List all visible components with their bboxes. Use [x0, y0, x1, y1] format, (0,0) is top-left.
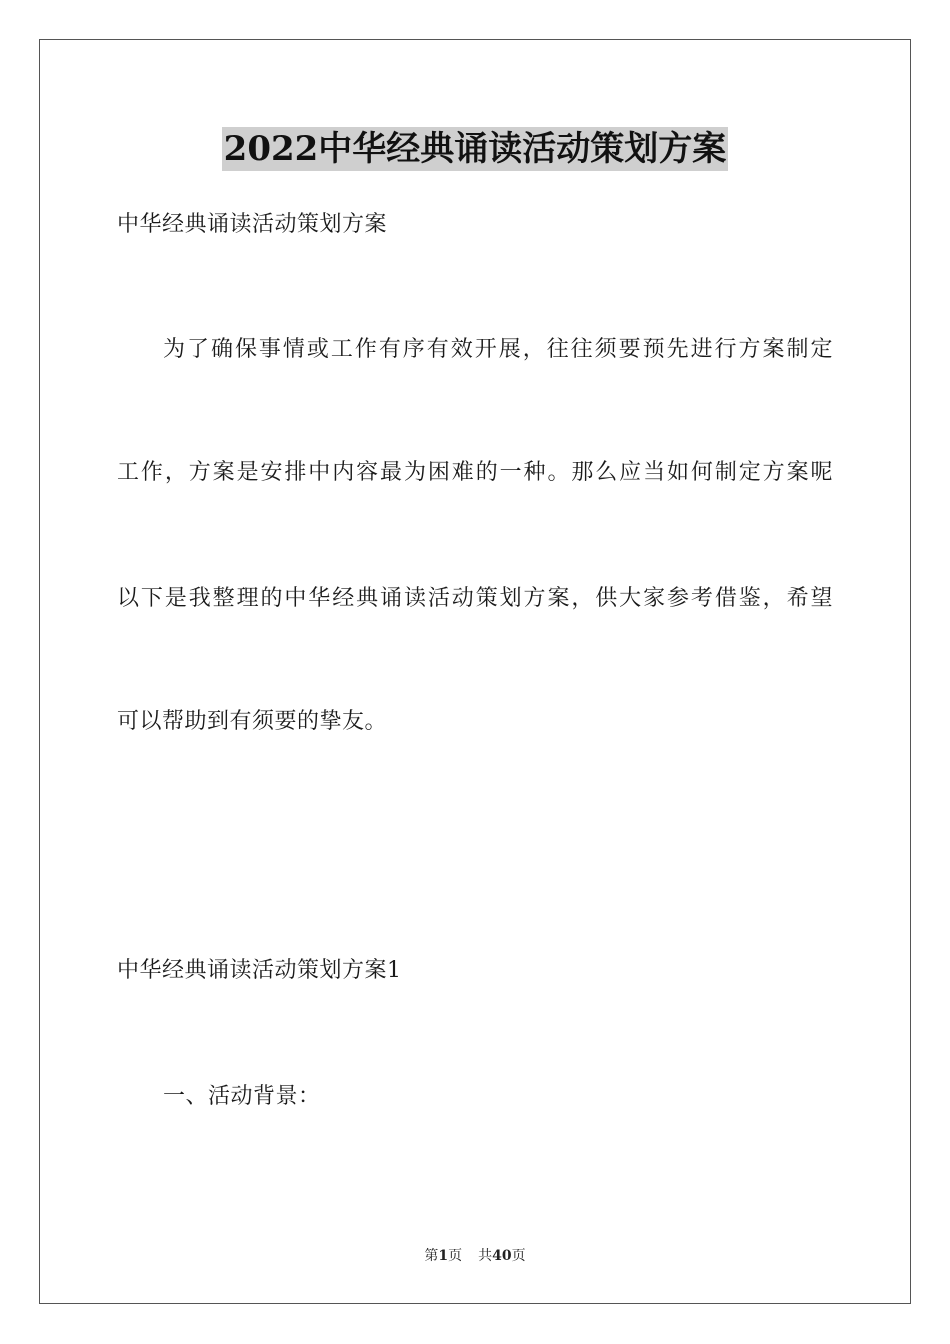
document-subtitle: 中华经典诵读活动策划方案 — [117, 212, 388, 237]
footer-page-prefix: 第 — [424, 1248, 439, 1264]
paragraph-line-2: 工作，方案是安排中内容最为困难的一种。那么应当如何制定方案呢 — [117, 460, 833, 485]
footer-total-pages: 40 — [492, 1248, 512, 1264]
paragraph-line-1: 为了确保事情或工作有序有效开展，往往须要预先进行方案制定 — [163, 337, 833, 362]
paragraph-line-4: 可以帮助到有须要的挚友。 — [117, 709, 388, 734]
footer-total-prefix: 共 — [478, 1248, 493, 1264]
footer-page-suffix: 页 — [448, 1248, 463, 1264]
subsection-heading: 一、活动背景： — [163, 1084, 321, 1109]
footer-page-number: 1 — [438, 1248, 449, 1264]
page-footer — [0, 1246, 950, 1266]
section-heading: 中华经典诵读活动策划方案1 — [117, 958, 402, 983]
footer-total-suffix: 页 — [511, 1248, 526, 1264]
document-title: 2022中华经典诵读活动策划方案 — [223, 129, 727, 169]
title-container — [0, 127, 950, 171]
paragraph-line-3: 以下是我整理的中华经典诵读活动策划方案，供大家参考借鉴，希望 — [117, 586, 833, 611]
